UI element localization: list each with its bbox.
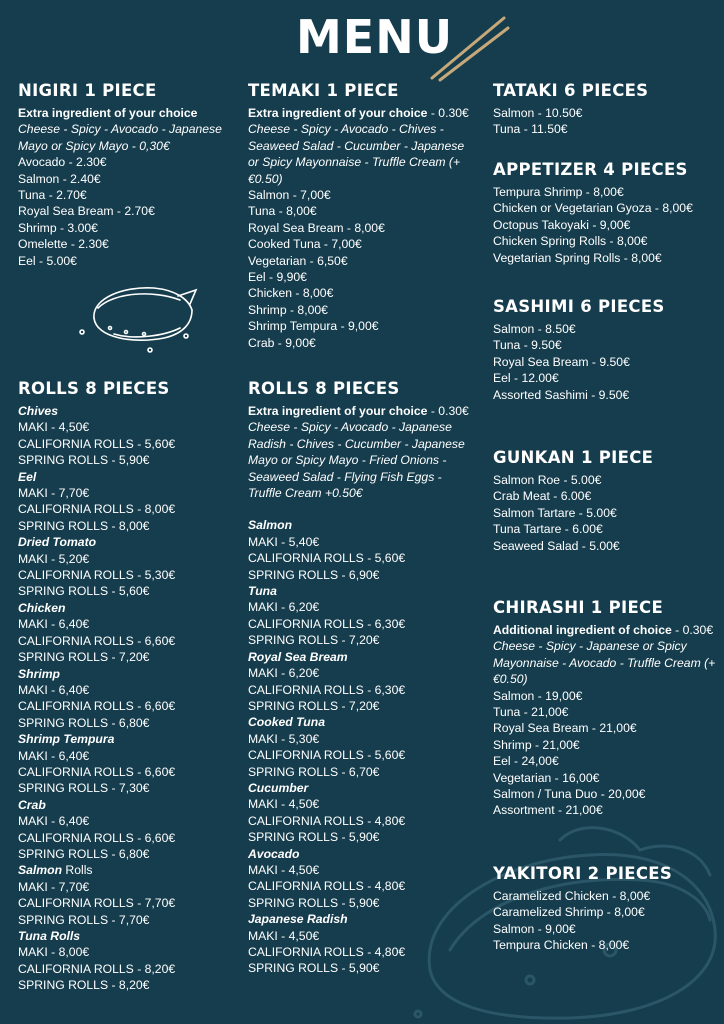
menu-item: SPRING ROLLS - 8,20€ <box>18 978 150 993</box>
nigiri-items <box>18 154 240 269</box>
menu-item: MAKI - 7,70€ <box>18 486 90 501</box>
chirashi-extra-price: - 0.30€ <box>671 623 714 637</box>
menu-item: MAKI - 6,20€ <box>248 600 320 615</box>
yakitori-section <box>493 864 721 954</box>
menu-item: MAKI - 6,40€ <box>18 682 90 697</box>
menu-item: Caramelized Chicken - 8,00€ <box>493 889 651 903</box>
menu-item: MAKI - 4,50€ <box>248 797 320 812</box>
roll-group-name: Shrimp Tempura <box>18 732 115 747</box>
menu-item: CALIFORNIA ROLLS - 5,30€ <box>18 568 176 583</box>
menu-item: Crab Meat - 6.00€ <box>493 489 592 504</box>
rolls-right-extra <box>248 403 474 419</box>
tataki-section <box>493 81 721 138</box>
roll-group-name: Royal Sea Bream <box>248 649 348 664</box>
temaki-extra-options: Cheese - Spicy - Avocado - Chives - Seaweed Salad - Cucumber - Japanese or Spicy Mayonnaise - Truffle Cream (+€0.50) <box>248 122 465 186</box>
menu-item: Octopus Takoyaki - 9,00€ <box>493 217 631 232</box>
roll-group-name: Japanese Radish <box>248 912 348 927</box>
rolls-right-extra-options: Cheese - Spicy - Avocado - Japanese Radish - Chives - Cucumber - Japanese Mayo or Spicy Mayo - Fried Onions - Seaweed Salad - Flying Fish Eggs - Truffle Cream +0.50€ <box>248 420 465 501</box>
menu-item: CALIFORNIA ROLLS - 4,80€ <box>248 813 406 828</box>
roll-group-name: Shrimp <box>18 666 60 681</box>
rolls-right-extra-price: - 0.30€ <box>427 404 469 418</box>
menu-item: Tuna Tartare - 6.00€ <box>493 522 603 537</box>
roll-group-name: Tuna Rolls <box>18 929 81 943</box>
sashimi-heading: SASHIMI 6 PIECES <box>493 297 665 316</box>
sashimi-section <box>493 297 721 403</box>
page-title: MENU <box>296 10 454 64</box>
menu-item: Salmon - 2.40€ <box>18 171 101 186</box>
menu-item: SPRING ROLLS - 5,60€ <box>18 584 150 599</box>
menu-item: Eel - 9,90€ <box>248 270 307 285</box>
menu-item: CALIFORNIA ROLLS - 6,60€ <box>18 764 176 779</box>
menu-item: MAKI - 5,30€ <box>248 731 320 746</box>
menu-item: SPRING ROLLS - 6,80€ <box>18 846 150 861</box>
sashimi-items <box>493 321 721 403</box>
appetizer-section <box>493 160 721 266</box>
menu-item: SPRING ROLLS - 7,20€ <box>248 633 380 648</box>
menu-item: Eel - 24,00€ <box>493 754 559 769</box>
menu-item: Salmon - 9,00€ <box>493 921 576 936</box>
menu-item: Salmon - 10.50€ <box>493 106 583 120</box>
menu-item: Tuna - 8,00€ <box>248 204 317 219</box>
menu-item: Tempura Shrimp - 8,00€ <box>493 185 624 199</box>
chirashi-extra-options: Cheese - Spicy - Japanese or Spicy Mayonnaise - Avocado - Truffle Cream (+€0.50) <box>493 639 716 687</box>
gunkan-items <box>493 472 721 554</box>
gunkan-heading: GUNKAN 1 PIECE <box>493 448 654 467</box>
roll-group-name: Cucumber <box>248 780 309 795</box>
nigiri-extra-options: Cheese - Spicy - Avocado - Japanese Mayo or Spicy Mayo - 0,30€ <box>18 122 222 153</box>
menu-item: CALIFORNIA ROLLS - 6,60€ <box>18 830 176 845</box>
menu-item: CALIFORNIA ROLLS - 4,80€ <box>248 879 406 894</box>
menu-item: SPRING ROLLS - 6,80€ <box>18 715 150 730</box>
menu-item: Shrimp - 21,00€ <box>493 737 580 752</box>
menu-item: Cooked Tuna - 7,00€ <box>248 237 362 252</box>
appetizer-heading: APPETIZER 4 PIECES <box>493 160 688 179</box>
roll-group-name: Cooked Tuna <box>248 715 325 730</box>
roll-group-name: Tuna <box>248 584 277 599</box>
menu-item: SPRING ROLLS - 7,30€ <box>18 781 150 796</box>
menu-item: CALIFORNIA ROLLS - 7,70€ <box>18 896 176 911</box>
menu-item: Tuna - 21,00€ <box>493 705 569 720</box>
menu-item: CALIFORNIA ROLLS - 6,60€ <box>18 699 176 714</box>
menu-item: Salmon - 19,00€ <box>493 688 583 703</box>
menu-item: SPRING ROLLS - 8,00€ <box>18 518 150 533</box>
menu-item: Shrimp - 3.00€ <box>18 220 98 235</box>
yakitori-heading: YAKITORI 2 PIECES <box>493 864 673 883</box>
roll-group-name: Chives <box>18 404 58 418</box>
menu-item: CALIFORNIA ROLLS - 6,60€ <box>18 633 176 648</box>
menu-item: MAKI - 6,40€ <box>18 748 90 763</box>
menu-item: Eel - 5.00€ <box>18 253 77 268</box>
appetizer-items <box>493 184 721 266</box>
nigiri-extra-label: Extra ingredient of your choice <box>18 106 198 120</box>
menu-item: Salmon / Tuna Duo - 20,00€ <box>493 787 646 802</box>
menu-item: Tempura Chicken - 8,00€ <box>493 938 630 953</box>
menu-item: Royal Sea Bream - 2.70€ <box>18 204 155 219</box>
menu-item: MAKI - 8,00€ <box>18 945 90 960</box>
tataki-items <box>493 105 721 138</box>
menu-item: Shrimp - 8,00€ <box>248 302 328 317</box>
menu-item: Assorted Sashimi - 9.50€ <box>493 387 630 402</box>
chirashi-section <box>493 598 721 819</box>
nigiri-section <box>18 81 240 269</box>
sushi-drawing-icon <box>74 278 200 354</box>
rolls-left-section <box>18 379 240 994</box>
menu-item: Tuna - 11.50€ <box>493 122 568 137</box>
menu-item: Vegetarian - 16,00€ <box>493 770 600 785</box>
menu-item: Eel - 12.00€ <box>493 371 559 386</box>
roll-group-name: Eel <box>18 469 37 484</box>
temaki-items <box>248 187 474 351</box>
temaki-heading: TEMAKI 1 PIECE <box>248 81 399 100</box>
menu-item: Royal Sea Bream - 8,00€ <box>248 220 385 235</box>
rolls-right-groups <box>248 517 474 976</box>
menu-item: SPRING ROLLS - 5,90€ <box>248 830 380 845</box>
menu-item: Royal Sea Bream - 21,00€ <box>493 721 637 736</box>
roll-group-name: Avocado <box>248 846 300 861</box>
roll-group-name: Chicken <box>18 600 66 615</box>
menu-item: SPRING ROLLS - 5,90€ <box>18 453 150 468</box>
menu-item: SPRING ROLLS - 5,90€ <box>248 895 380 910</box>
menu-item: CALIFORNIA ROLLS - 8,00€ <box>18 502 176 517</box>
rolls-right-extra-label: Extra ingredient of your choice <box>248 404 428 418</box>
menu-item: Omelette - 2.30€ <box>18 237 109 252</box>
chirashi-heading: CHIRASHI 1 PIECE <box>493 598 664 617</box>
menu-item: MAKI - 4,50€ <box>248 862 320 877</box>
menu-item: Shrimp Tempura - 9,00€ <box>248 319 379 334</box>
menu-item: CALIFORNIA ROLLS - 6,30€ <box>248 616 406 631</box>
roll-group-name: Crab <box>18 797 46 812</box>
menu-item: CALIFORNIA ROLLS - 8,20€ <box>18 961 176 976</box>
menu-item: Crab - 9,00€ <box>248 335 316 350</box>
temaki-extra-price: - 0.30€ <box>427 106 469 120</box>
menu-item: Tuna - 9.50€ <box>493 338 562 353</box>
menu-item: CALIFORNIA ROLLS - 4,80€ <box>248 945 406 959</box>
menu-item: SPRING ROLLS - 6,70€ <box>248 764 380 779</box>
menu-item: Caramelized Shrimp - 8,00€ <box>493 905 645 920</box>
menu-item: Tuna - 2.70€ <box>18 188 87 203</box>
menu-item: MAKI - 4,50€ <box>18 420 90 435</box>
roll-group-name: Dried Tomato <box>18 535 97 550</box>
menu-item: Chicken or Vegetarian Gyoza - 8,00€ <box>493 201 693 216</box>
menu-item: CALIFORNIA ROLLS - 5,60€ <box>248 551 406 566</box>
menu-item: CALIFORNIA ROLLS - 5,60€ <box>248 748 406 763</box>
menu-item: SPRING ROLLS - 7,70€ <box>18 912 150 927</box>
temaki-extra <box>248 105 474 121</box>
gunkan-section <box>493 448 721 554</box>
temaki-extra-label: Extra ingredient of your choice <box>248 106 428 120</box>
menu-item: MAKI - 4,50€ <box>248 928 320 943</box>
menu-item: Avocado - 2.30€ <box>18 155 107 170</box>
menu-item: SPRING ROLLS - 6,90€ <box>248 567 380 582</box>
menu-item: Chicken - 8,00€ <box>248 286 334 301</box>
menu-item: Salmon - 7,00€ <box>248 188 331 203</box>
chirashi-items <box>493 688 721 819</box>
menu-item: Assortment - 21,00€ <box>493 803 603 818</box>
rolls-left-groups <box>18 403 240 994</box>
yakitori-items <box>493 888 721 954</box>
menu-item: MAKI - 6,40€ <box>18 814 90 829</box>
menu-item: CALIFORNIA ROLLS - 6,30€ <box>248 682 406 697</box>
menu-item: MAKI - 6,20€ <box>248 666 320 681</box>
menu-item: MAKI - 5,40€ <box>248 534 320 549</box>
menu-item: Vegetarian Spring Rolls - 8,00€ <box>493 250 662 265</box>
menu-item: Salmon Tartare - 5.00€ <box>493 505 617 520</box>
nigiri-heading: NIGIRI 1 PIECE <box>18 81 157 100</box>
temaki-section <box>248 81 474 351</box>
menu-item: MAKI - 5,20€ <box>18 551 90 566</box>
rolls-right-heading: ROLLS 8 PIECES <box>248 379 400 398</box>
menu-item: CALIFORNIA ROLLS - 5,60€ <box>18 436 176 451</box>
menu-item: SPRING ROLLS - 5,90€ <box>248 961 380 976</box>
menu-item: MAKI - 6,40€ <box>18 617 90 632</box>
menu-item: Salmon - 8.50€ <box>493 322 576 336</box>
menu-item: Seaweed Salad - 5.00€ <box>493 538 620 553</box>
chopsticks-icon <box>428 16 510 82</box>
menu-item: SPRING ROLLS - 7,20€ <box>18 650 150 665</box>
menu-item: Royal Sea Bream - 9.50€ <box>493 354 630 369</box>
menu-item: SPRING ROLLS - 7,20€ <box>248 698 380 713</box>
chirashi-extra-label: Additional ingredient of choice <box>493 623 672 637</box>
menu-item: Vegetarian - 6,50€ <box>248 253 348 268</box>
menu-item: Chicken Spring Rolls - 8,00€ <box>493 234 648 249</box>
chirashi-extra <box>493 622 721 638</box>
rolls-left-heading: ROLLS 8 PIECES <box>18 379 170 398</box>
rolls-right-section <box>248 379 474 977</box>
menu-item: MAKI - 7,70€ <box>18 879 90 894</box>
tataki-heading: TATAKI 6 PIECES <box>493 81 649 100</box>
roll-group-name: Salmon <box>248 518 293 533</box>
menu-item: Salmon Roe - 5.00€ <box>493 473 602 487</box>
roll-group-name: Salmon Rolls <box>18 863 93 878</box>
